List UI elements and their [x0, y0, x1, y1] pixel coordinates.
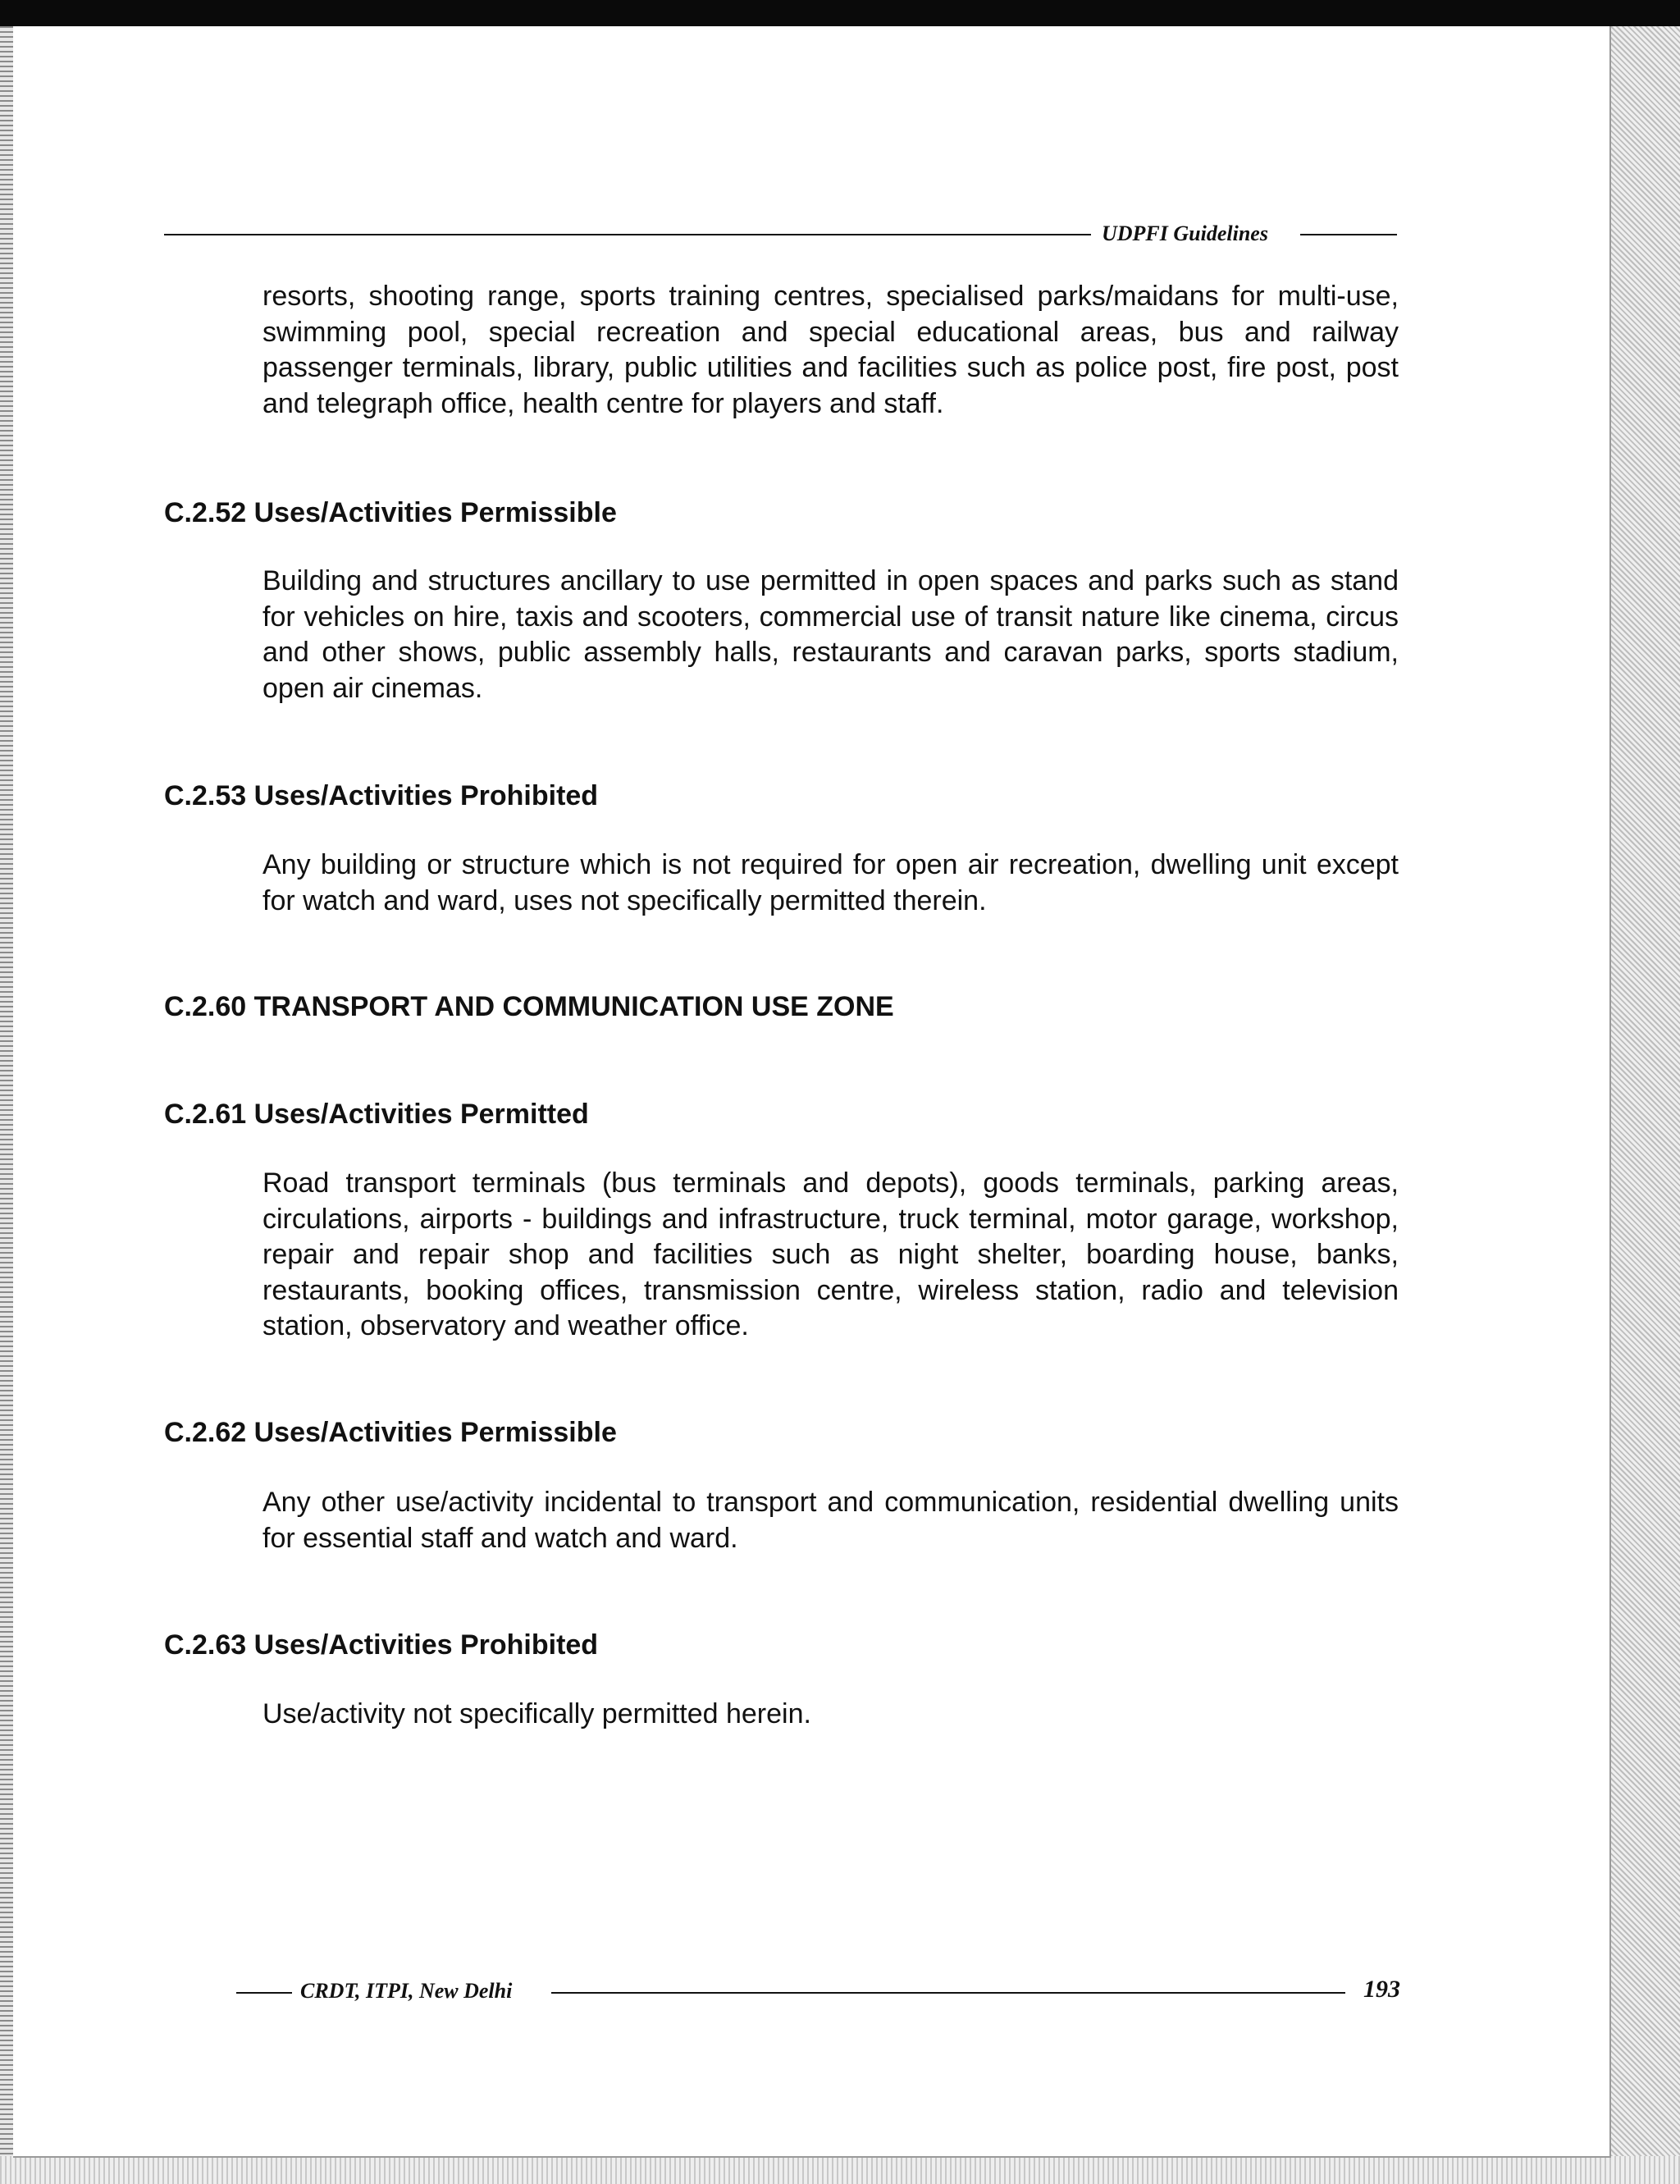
section-heading-c253: C.2.53 Uses/Activities Prohibited: [164, 780, 599, 811]
section-body-c263: Use/activity not specifically permitted herein.: [262, 1698, 811, 1729]
section-heading-c262: C.2.62 Uses/Activities Permissible: [164, 1417, 617, 1448]
header-rule-left: [164, 234, 1091, 235]
footer-rule-left: [236, 1992, 292, 1994]
scan-right-edge: [1609, 26, 1680, 2184]
intro-paragraph: resorts, shooting range, sports training centres, specialised parks/maidans for multi-use, swimming pool, special recreation and special educational areas, bus and railway passenger terminals, library, public utilities and facilities such as police post, fire post, post and telegraph office, health centre for players and staff.: [262, 281, 1399, 419]
section-body-c253: Any building or structure which is not required for open air recreation, dwelling unit except for watch and ward, uses not specifically permitted therein.: [262, 849, 1399, 916]
section-heading-c261: C.2.61 Uses/Activities Permitted: [164, 1099, 589, 1130]
scan-top-edge: [0, 0, 1680, 26]
section-body-c252: Building and structures ancillary to use permitted in open spaces and parks such as stand for vehicles on hire, taxis and scooters, commercial use of transit nature like cinema, circus and other shows, public assembly halls, restaurants and caravan parks, sports stadium, open air cinemas.: [262, 565, 1399, 704]
page-number: 193: [1363, 1976, 1400, 2003]
section-heading-c252: C.2.52 Uses/Activities Permissible: [164, 497, 617, 528]
header-rule-right: [1300, 234, 1397, 235]
running-title: UDPFI Guidelines: [1102, 222, 1268, 245]
footer-rule-right: [551, 1992, 1345, 1994]
footer-publisher: CRDT, ITPI, New Delhi: [300, 1979, 513, 2003]
section-body-c261: Road transport terminals (bus terminals and depots), goods terminals, parking areas, circulations, airports - buildings and infrastructure, truck terminal, motor garage, workshop, repair and repair shop and facilities such as night shelter, boarding house, banks, restaurants, booking offices, transmission centre, wireless station, radio and television station, observatory and weather office.: [262, 1167, 1399, 1341]
scan-bottom-edge: [0, 2156, 1680, 2184]
scan-binding-edge: [0, 26, 13, 2159]
zone-heading-c260: C.2.60 TRANSPORT AND COMMUNICATION USE ZONE: [164, 991, 894, 1022]
section-heading-c263: C.2.63 Uses/Activities Prohibited: [164, 1629, 599, 1661]
section-body-c262: Any other use/activity incidental to transport and communication, residential dwelling units for essential staff and watch and ward.: [262, 1487, 1399, 1554]
